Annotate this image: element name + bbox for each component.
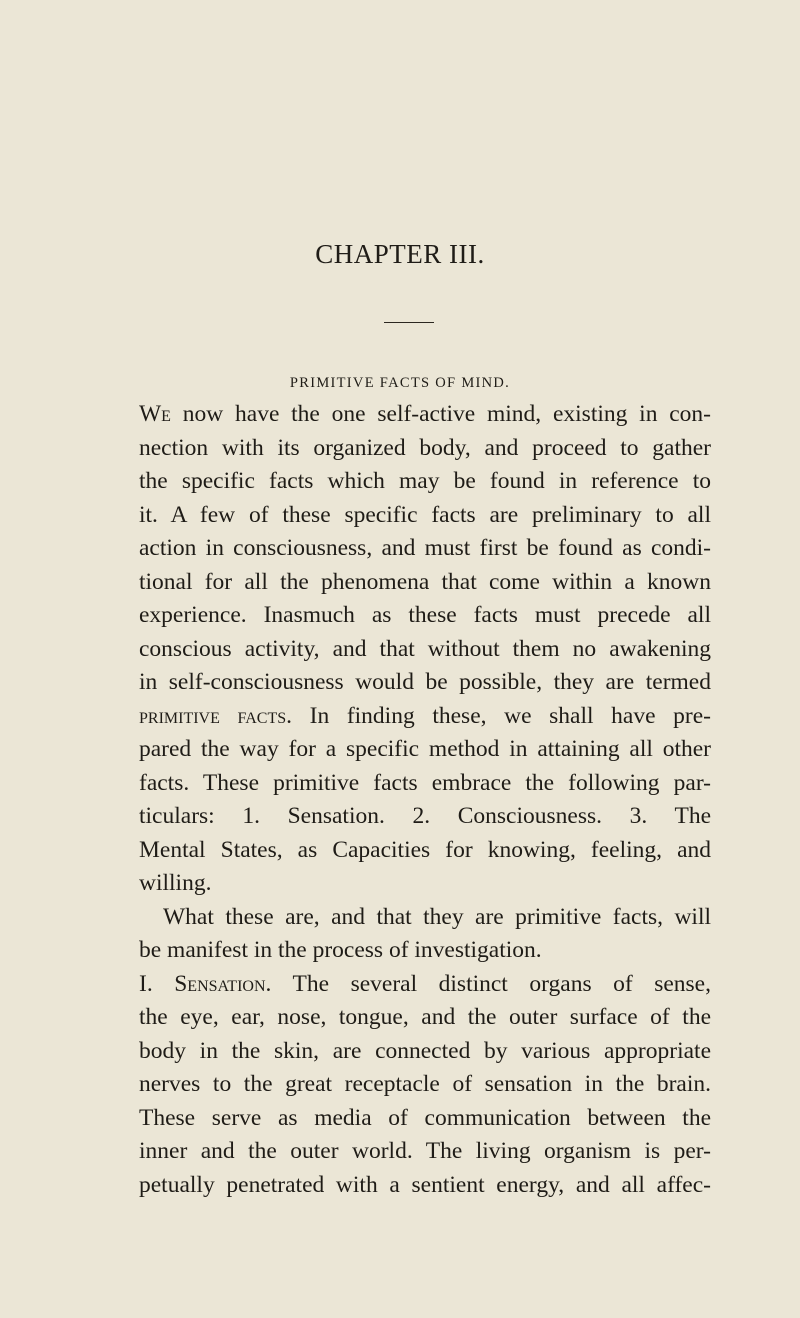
- text-line: pared the way for a specific method in attaining all other: [139, 736, 711, 762]
- line-lead: I. Sensation.: [139, 970, 272, 997]
- text-line: petually penetrated with a sentient energy, and all affec-: [139, 1171, 711, 1198]
- text-line: [139, 398, 711, 432]
- text-line: ticulars: 1. Sensation. 2. Consciousness. 3. The: [139, 803, 711, 829]
- text-line: willing.: [139, 870, 212, 896]
- text-line: the specific facts which may be found in reference to: [139, 468, 711, 494]
- text-line: [139, 968, 711, 1002]
- text-line: tional for all the phenomena that come within a known: [139, 568, 711, 595]
- text-line: the eye, ear, nose, tongue, and the outer surface of the: [139, 1004, 711, 1030]
- line-lead: primitive facts.: [139, 702, 292, 729]
- text-line: action in consciousness, and must first be found as condi-: [139, 535, 711, 561]
- text-line: nection with its organized body, and proceed to gather: [139, 434, 711, 461]
- line-text: now have the one self-active mind, existing in con-: [170, 401, 711, 427]
- text-line: [139, 700, 711, 734]
- section-heading: PRIMITIVE FACTS OF MIND.: [289, 375, 511, 391]
- text-line: nerves to the great receptacle of sensation in the brain.: [139, 1071, 711, 1097]
- text-line: Mental States, as Capacities for knowing, feeling, and: [139, 836, 711, 863]
- text-line: These serve as media of communication between the: [139, 1104, 711, 1131]
- text-line: What these are, and that they are primitive facts, will: [163, 903, 711, 930]
- text-line: inner and the outer world. The living organism is per-: [139, 1138, 711, 1164]
- text-line: body in the skin, are connected by various appropriate: [139, 1037, 711, 1064]
- text-line: it. A few of these specific facts are preliminary to all: [139, 501, 711, 528]
- text-line: be manifest in the process of investigation.: [139, 937, 542, 963]
- chapter-title: CHAPTER III.: [315, 239, 485, 269]
- text-line: conscious activity, and that without them no awakening: [139, 635, 711, 662]
- line-text: The several distinct organs of sense,: [271, 970, 711, 997]
- text-line: facts. These primitive facts embrace the following par-: [139, 769, 711, 796]
- line-lead: We: [139, 401, 171, 427]
- title-divider: [384, 322, 434, 323]
- line-text: In finding these, we shall have pre-: [292, 702, 711, 729]
- text-line: experience. Inasmuch as these facts must precede all: [139, 602, 711, 628]
- text-line: in self-consciousness would be possible, they are termed: [139, 669, 711, 695]
- body-text: [139, 398, 711, 1202]
